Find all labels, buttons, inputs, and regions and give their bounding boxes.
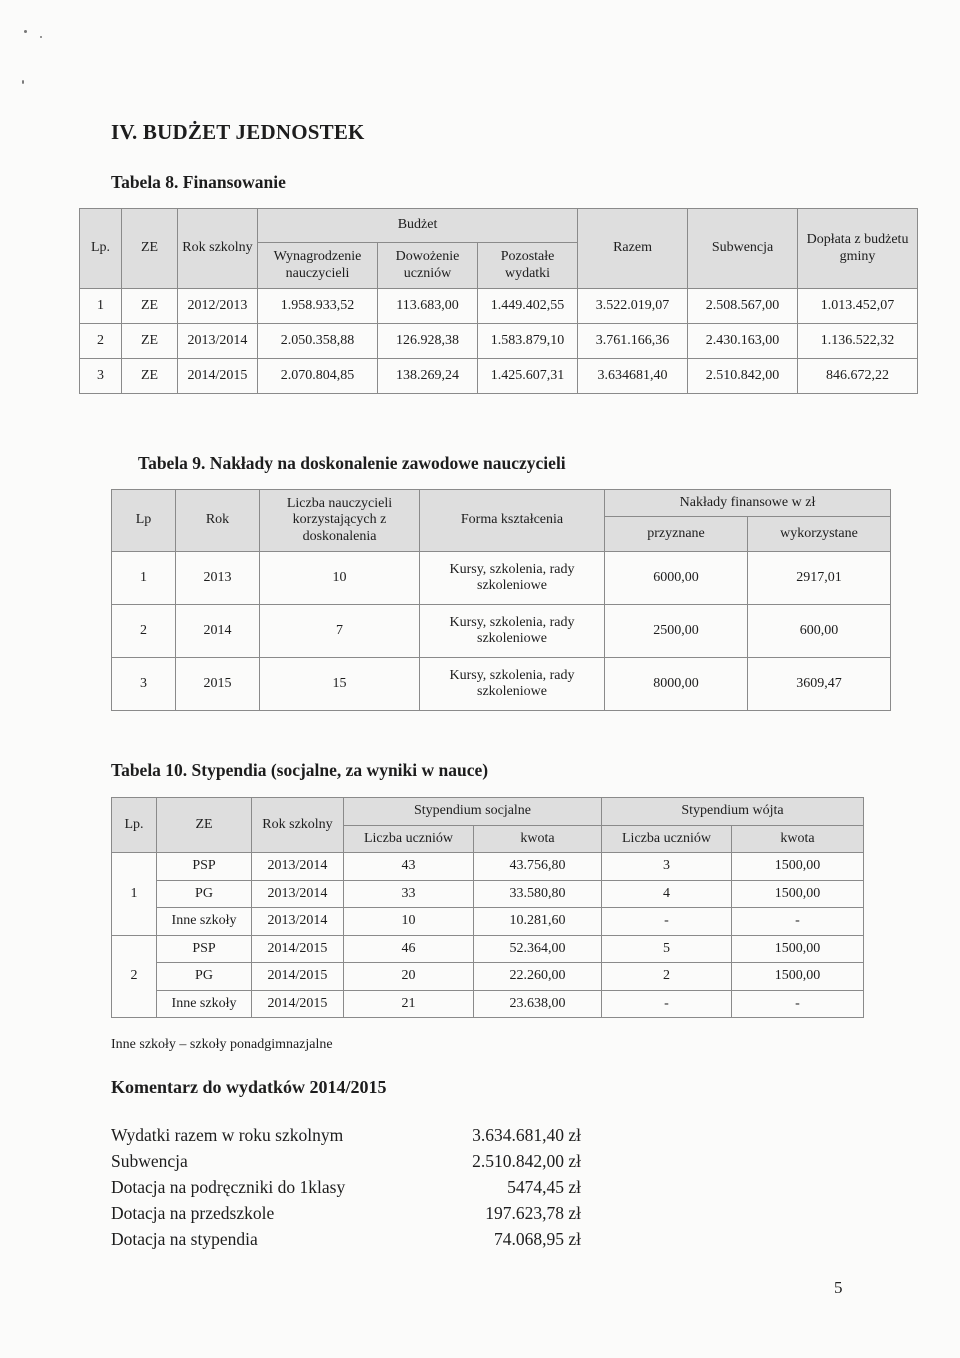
table-row [112, 853, 864, 881]
t9-header-forma: Forma kształcenia [420, 490, 605, 552]
table-cell: 7 [260, 605, 420, 658]
table-cell: 10 [260, 552, 420, 605]
list-item [111, 1125, 581, 1151]
table-cell: 3 [112, 658, 176, 711]
t10-header-kwota-wojta: kwota [732, 825, 864, 853]
table-cell: 2014/2015 [252, 990, 344, 1018]
commentary-value: 2.510.842,00 zł [472, 1151, 581, 1171]
t10-header-lp: Lp. [112, 798, 157, 853]
table-cell: PSP [157, 935, 252, 963]
table-cell: 23.638,00 [474, 990, 602, 1018]
table-cell: 33.580,80 [474, 880, 602, 908]
t8-header-doplata: Dopłata z budżetu gminy [798, 209, 918, 289]
table-cell: 1 [112, 853, 157, 936]
table-cell: 2.508.567,00 [688, 289, 798, 324]
table9-title: Tabela 9. Nakłady na doskonalenie zawodowe nauczycieli [138, 453, 566, 473]
t9-header-wykorzystane: wykorzystane [748, 517, 891, 552]
table-cell: ZE [122, 359, 178, 394]
scan-speck [22, 80, 24, 84]
table-cell: 3609,47 [748, 658, 891, 711]
table-row [112, 605, 891, 658]
t8-header-subwencja: Subwencja [688, 209, 798, 289]
table8 [79, 208, 918, 394]
table-cell: 1.449.402,55 [478, 289, 578, 324]
table-cell: 2917,01 [748, 552, 891, 605]
table-cell: PG [157, 880, 252, 908]
table-cell: 2 [112, 605, 176, 658]
table-cell: 3.634681,40 [578, 359, 688, 394]
commentary-value: 5474,45 zł [507, 1177, 581, 1197]
t8-header-pozostale: Pozostałe wydatki [478, 243, 578, 289]
table-cell: 2014/2015 [178, 359, 258, 394]
table-cell: 20 [344, 963, 474, 991]
table-cell: 2014 [176, 605, 260, 658]
table-cell: 21 [344, 990, 474, 1018]
t8-header-wynagrodzenie: Wynagrodzenie nauczycieli [258, 243, 378, 289]
commentary-label: Dotacja na przedszkole [111, 1203, 275, 1223]
table-row [112, 552, 891, 605]
list-item [111, 1203, 581, 1229]
t10-header-kwota-socjalne: kwota [474, 825, 602, 853]
table-cell: 43 [344, 853, 474, 881]
commentary-label: Wydatki razem w roku szkolnym [111, 1125, 344, 1145]
table-cell: 43.756,80 [474, 853, 602, 881]
table-cell: Inne szkoły [157, 908, 252, 936]
table-cell: 2 [80, 324, 122, 359]
t9-header-naklady: Nakłady finansowe w zł [605, 490, 891, 517]
t10-header-liczba-wojta: Liczba uczniów [602, 825, 732, 853]
table-cell: 3.761.166,36 [578, 324, 688, 359]
table-cell: 2014/2015 [252, 935, 344, 963]
list-item [111, 1229, 581, 1255]
table10-title: Tabela 10. Stypendia (socjalne, za wyniki w nauce) [111, 760, 489, 780]
table-cell: 2013 [176, 552, 260, 605]
t9-header-rok: Rok [176, 490, 260, 552]
table-cell: 8000,00 [605, 658, 748, 711]
table-cell: Inne szkoły [157, 990, 252, 1018]
table-cell: 2013/2014 [252, 908, 344, 936]
table-cell: 10.281,60 [474, 908, 602, 936]
table-cell: 1.958.933,52 [258, 289, 378, 324]
table-cell: 1 [80, 289, 122, 324]
list-item [111, 1177, 581, 1203]
table-cell: 1.425.607,31 [478, 359, 578, 394]
table-cell: 33 [344, 880, 474, 908]
t10-header-rok: Rok szkolny [252, 798, 344, 853]
t8-header-dowozenie: Dowożenie uczniów [378, 243, 478, 289]
commentary-value: 197.623,78 zł [485, 1203, 581, 1223]
table-cell: ZE [122, 289, 178, 324]
table-cell: Kursy, szkolenia, rady szkoleniowe [420, 605, 605, 658]
page-number: 5 [834, 1278, 843, 1297]
commentary-label: Subwencja [111, 1151, 188, 1171]
table-row [112, 908, 864, 936]
commentary-label: Dotacja na podręczniki do 1klasy [111, 1177, 346, 1197]
table-row [80, 324, 918, 359]
table-row [80, 289, 918, 324]
t9-header-przyznane: przyznane [605, 517, 748, 552]
table-cell: PG [157, 963, 252, 991]
table-cell: 2 [602, 963, 732, 991]
table-row [112, 990, 864, 1018]
table-cell: Kursy, szkolenia, rady szkoleniowe [420, 552, 605, 605]
table-cell: 22.260,00 [474, 963, 602, 991]
table-cell: 2014/2015 [252, 963, 344, 991]
table-cell: 2.070.804,85 [258, 359, 378, 394]
t10-header-liczba-socjalne: Liczba uczniów [344, 825, 474, 853]
commentary-value: 74.068,95 zł [493, 1229, 581, 1249]
commentary-label: Dotacja na stypendia [111, 1229, 258, 1249]
t8-header-lp: Lp. [80, 209, 122, 289]
table10 [111, 797, 864, 1018]
scan-speck [24, 30, 27, 33]
t9-header-liczba: Liczba nauczycieli korzystających z doskonalenia [260, 490, 420, 552]
table-cell: 2.510.842,00 [688, 359, 798, 394]
table-cell: 1.136.522,32 [798, 324, 918, 359]
table-cell: PSP [157, 853, 252, 881]
table-cell: 15 [260, 658, 420, 711]
table9 [111, 489, 891, 711]
table-cell: 2013/2014 [252, 853, 344, 881]
table-cell: 126.928,38 [378, 324, 478, 359]
table-cell: 2013/2014 [252, 880, 344, 908]
list-item [111, 1151, 581, 1177]
table-cell: 2015 [176, 658, 260, 711]
table-cell: 600,00 [748, 605, 891, 658]
t8-header-ze: ZE [122, 209, 178, 289]
table-cell: 3.522.019,07 [578, 289, 688, 324]
table-cell: 10 [344, 908, 474, 936]
table-cell: 1500,00 [732, 935, 864, 963]
table-cell: 1500,00 [732, 963, 864, 991]
table-cell: 46 [344, 935, 474, 963]
t10-header-ze: ZE [157, 798, 252, 853]
table-cell: 2013/2014 [178, 324, 258, 359]
table-row [112, 935, 864, 963]
table-cell: 138.269,24 [378, 359, 478, 394]
table-cell: 2500,00 [605, 605, 748, 658]
table-row [112, 658, 891, 711]
table-cell: 52.364,00 [474, 935, 602, 963]
table-cell: 846.672,22 [798, 359, 918, 394]
section-title: IV. BUDŻET JEDNOSTEK [111, 120, 365, 144]
table-cell: 1500,00 [732, 880, 864, 908]
commentary-title: Komentarz do wydatków 2014/2015 [111, 1077, 387, 1097]
table-cell: 1500,00 [732, 853, 864, 881]
t10-header-wojta: Stypendium wójta [602, 798, 864, 826]
table-row [112, 963, 864, 991]
table-cell: 6000,00 [605, 552, 748, 605]
table-cell: 1.013.452,07 [798, 289, 918, 324]
table-cell: 5 [602, 935, 732, 963]
t8-header-rok: Rok szkolny [178, 209, 258, 289]
table-cell: 3 [602, 853, 732, 881]
table-cell: 1 [112, 552, 176, 605]
table-cell: Kursy, szkolenia, rady szkoleniowe [420, 658, 605, 711]
table-cell: 3 [80, 359, 122, 394]
t8-header-budzet: Budżet [258, 209, 578, 243]
scan-speck [40, 36, 42, 38]
table-cell: ZE [122, 324, 178, 359]
table-cell: - [732, 908, 864, 936]
footnote: Inne szkoły – szkoły ponadgimnazjalne [111, 1037, 333, 1052]
table-cell: - [732, 990, 864, 1018]
table-row [112, 880, 864, 908]
table8-title: Tabela 8. Finansowanie [111, 172, 286, 192]
table-cell: 113.683,00 [378, 289, 478, 324]
table-cell: 2012/2013 [178, 289, 258, 324]
t10-header-socjalne: Stypendium socjalne [344, 798, 602, 826]
table-cell: 2.050.358,88 [258, 324, 378, 359]
commentary-value: 3.634.681,40 zł [472, 1125, 581, 1145]
table-cell: 2 [112, 935, 157, 1018]
table-cell: - [602, 908, 732, 936]
commentary-list [111, 1125, 581, 1255]
table-cell: 4 [602, 880, 732, 908]
t9-header-lp: Lp [112, 490, 176, 552]
table-cell: 1.583.879,10 [478, 324, 578, 359]
table-row [80, 359, 918, 394]
table-cell: 2.430.163,00 [688, 324, 798, 359]
t8-header-razem: Razem [578, 209, 688, 289]
table-cell: - [602, 990, 732, 1018]
